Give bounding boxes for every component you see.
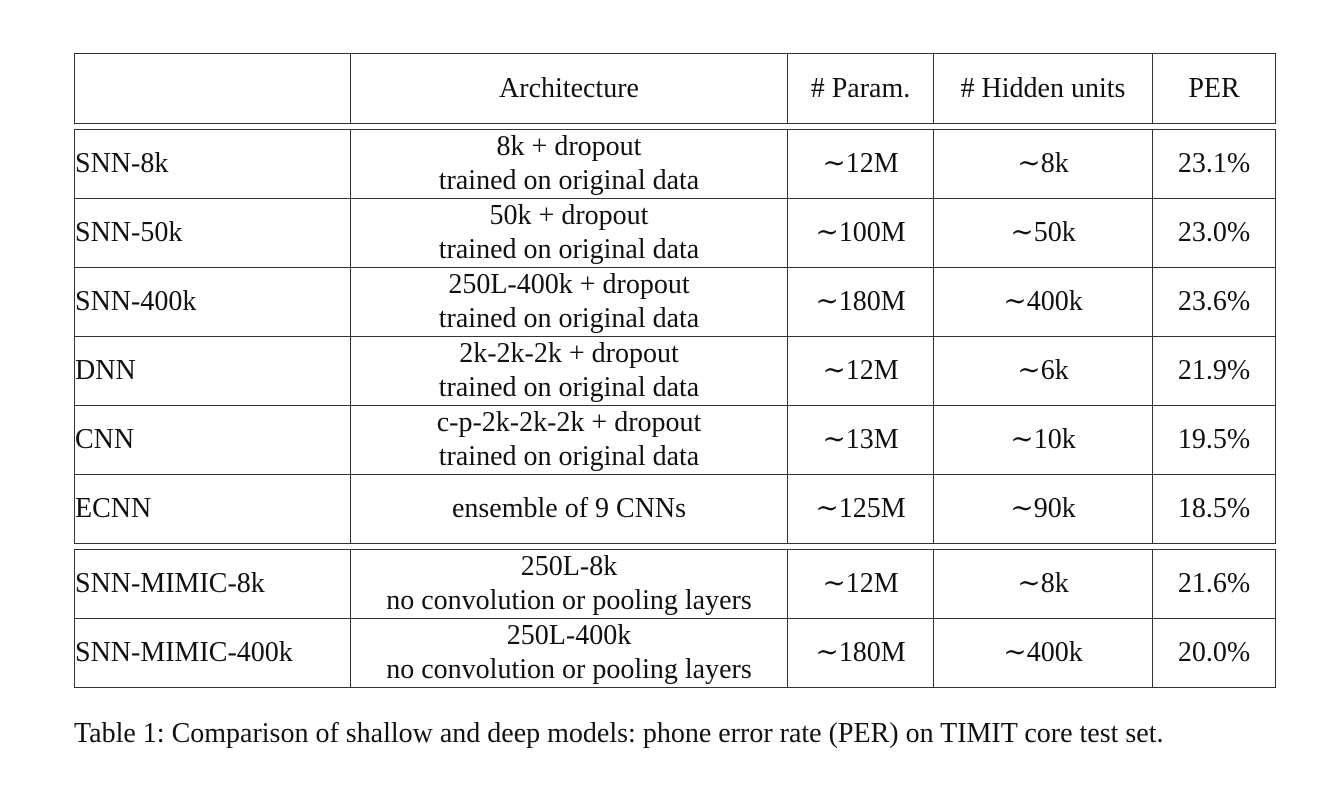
table-row — [74, 549, 1276, 619]
architecture-cell — [351, 268, 788, 337]
architecture-line-2: trained on original data — [438, 234, 700, 265]
architecture-line-1: 250L-400k + dropout — [448, 269, 690, 300]
results-table — [74, 53, 1276, 688]
architecture-line-2: no convolution or pooling layers — [386, 654, 752, 685]
header-row — [74, 53, 1276, 124]
params-cell: ∼13M — [788, 406, 934, 475]
params-cell: ∼125M — [788, 475, 934, 544]
params-cell: ∼100M — [788, 199, 934, 268]
params-cell: ∼12M — [788, 337, 934, 406]
architecture-line-2: trained on original data — [438, 303, 700, 334]
per-cell: 21.9% — [1153, 337, 1276, 406]
params-cell: ∼180M — [788, 619, 934, 688]
hidden-units-cell: ∼400k — [934, 268, 1153, 337]
table-row — [74, 619, 1276, 688]
hidden-units-cell: ∼8k — [934, 549, 1153, 619]
model-name-cell: SNN-400k — [74, 268, 351, 337]
model-name-cell: DNN — [74, 337, 351, 406]
per-cell: 18.5% — [1153, 475, 1276, 544]
architecture-line-1: 250L-400k — [506, 620, 632, 651]
architecture-line-1: 250L-8k — [520, 551, 618, 582]
header-cell-model — [74, 53, 351, 124]
per-cell: 20.0% — [1153, 619, 1276, 688]
hidden-units-cell: ∼10k — [934, 406, 1153, 475]
header-cell-architecture: Architecture — [351, 53, 788, 124]
architecture-cell — [351, 199, 788, 268]
table-row — [74, 337, 1276, 406]
architecture-line-2: trained on original data — [438, 441, 700, 472]
architecture-line-1: 8k + dropout — [496, 131, 642, 162]
params-cell: ∼12M — [788, 549, 934, 619]
model-name-cell: ECNN — [74, 475, 351, 544]
architecture-line-1: ensemble of 9 CNNs — [451, 493, 687, 524]
hidden-units-cell: ∼6k — [934, 337, 1153, 406]
table-row — [74, 406, 1276, 475]
architecture-line-2: trained on original data — [438, 372, 700, 403]
header-cell-hidden-units: # Hidden units — [934, 53, 1153, 124]
table-row — [74, 199, 1276, 268]
architecture-line-2: trained on original data — [438, 165, 700, 196]
results-table-container — [74, 53, 1276, 688]
per-cell: 21.6% — [1153, 549, 1276, 619]
model-name-cell: SNN-MIMIC-8k — [74, 549, 351, 619]
architecture-line-2: no convolution or pooling layers — [386, 585, 752, 616]
hidden-units-cell: ∼90k — [934, 475, 1153, 544]
architecture-line-1: 2k-2k-2k + dropout — [459, 338, 679, 369]
architecture-line-1: c-p-2k-2k-2k + dropout — [436, 407, 702, 438]
model-name-cell: SNN-50k — [74, 199, 351, 268]
params-cell: ∼180M — [788, 268, 934, 337]
architecture-cell — [351, 475, 788, 544]
hidden-units-cell: ∼8k — [934, 129, 1153, 199]
per-cell: 23.1% — [1153, 129, 1276, 199]
table-row — [74, 129, 1276, 199]
header-cell-params: # Param. — [788, 53, 934, 124]
architecture-cell — [351, 129, 788, 199]
per-cell: 19.5% — [1153, 406, 1276, 475]
architecture-cell — [351, 337, 788, 406]
model-name-cell: SNN-8k — [74, 129, 351, 199]
per-cell: 23.0% — [1153, 199, 1276, 268]
architecture-line-1: 50k + dropout — [489, 200, 649, 231]
header-cell-per: PER — [1153, 53, 1276, 124]
params-cell: ∼12M — [788, 129, 934, 199]
table-caption: Table 1: Comparison of shallow and deep models: phone error rate (PER) on TIMIT core test set. — [74, 718, 1164, 749]
per-cell: 23.6% — [1153, 268, 1276, 337]
table-row — [74, 475, 1276, 544]
architecture-cell — [351, 619, 788, 688]
architecture-cell — [351, 549, 788, 619]
table-row — [74, 268, 1276, 337]
results-table-body — [74, 53, 1276, 688]
hidden-units-cell: ∼50k — [934, 199, 1153, 268]
hidden-units-cell: ∼400k — [934, 619, 1153, 688]
model-name-cell: CNN — [74, 406, 351, 475]
architecture-cell — [351, 406, 788, 475]
model-name-cell: SNN-MIMIC-400k — [74, 619, 351, 688]
